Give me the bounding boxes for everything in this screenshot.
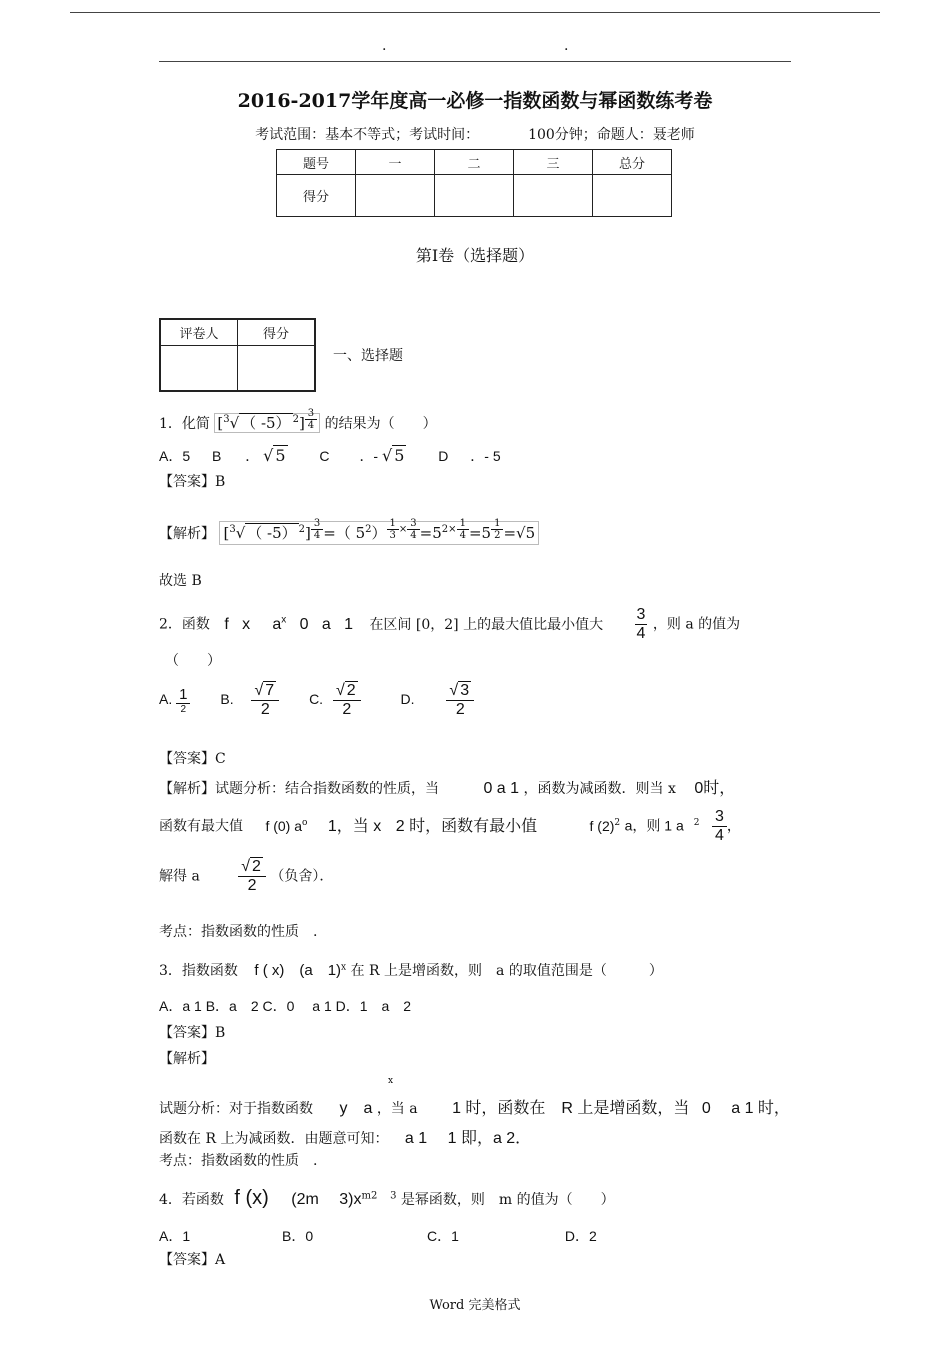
q1-option-b[interactable]: B (212, 448, 222, 464)
q1-answer: 【答案】B (159, 474, 226, 490)
exponent: 2 (365, 524, 372, 535)
exam-subtitle (0, 124, 950, 144)
frac-den: 2 (494, 530, 501, 541)
q4-stem (159, 1186, 615, 1210)
frac-den: 2 (180, 704, 187, 715)
base-five: 5 (481, 524, 492, 542)
score-cell[interactable] (593, 175, 672, 217)
frac-den: 4 (313, 530, 321, 541)
power-three: 3 (390, 1190, 397, 1202)
equals-sign: = (503, 524, 517, 542)
q2-analysis-text: 函数有最大值 (159, 818, 243, 835)
q2-analysis-math: 0时， (694, 780, 736, 797)
q1-sqrt5-b: √ 5 (263, 446, 286, 465)
q2-analysis-text: （负舍）． (270, 868, 334, 885)
exponent: 2 (292, 414, 299, 425)
q1-sqrt5-c: √ 5 (382, 446, 405, 465)
q1-analysis-expression: [$^3$√ （ -5） $^2$] $^{\frac{3}{4}}$ =（ $5^2$） $^{\frac{1}{3} \times \frac{3}{4}}$ $=5^{2\times \frac{1}{4}}$ =5 $^{\frac{1}{2}}$ =√5 (219, 521, 539, 545)
q2-analysis-line2: 函数有最大值 f (0) $a^o$ 1，当 x 2 时，函数有最小值 f $(2)^2$ a，则 1 a $^2$ $\frac{3}{4}$ ， (159, 808, 741, 844)
q2-stem (159, 606, 740, 643)
grader-header-cell: 得分 (238, 319, 316, 345)
frac-num: 1 (457, 518, 469, 530)
q3-function: f ( x) (a 1) (254, 962, 342, 979)
equals-sign: = (323, 524, 336, 542)
q4-option-c[interactable]: C．1 (427, 1228, 459, 1244)
q2-analysis-math: 0 a 1 (483, 780, 520, 797)
q4-function: f (x) (234, 1187, 269, 1209)
header-rule (159, 61, 791, 62)
q1-options (159, 446, 501, 466)
power-m2: m2 (361, 1190, 378, 1202)
q2-fraction (634, 606, 649, 643)
q4-function-body: (2m 3)x (291, 1191, 362, 1208)
base-five: 5 (432, 524, 442, 542)
q1-stem (159, 408, 437, 433)
q2-paren: （ ） (165, 653, 221, 669)
root-index: 3 (223, 414, 230, 425)
q2-stem-mid: 在区间 [0，2] 上的最大值比最小值大 (369, 616, 604, 633)
radicand: （ -5） (241, 414, 291, 432)
five-squared: （ 5 (335, 524, 366, 542)
grader-cell[interactable] (238, 345, 316, 391)
q2-option-d[interactable]: D. (400, 691, 415, 708)
q2-function: f x $a^x$ 0 a 1 (224, 614, 353, 633)
q4-answer: 【答案】A (159, 1252, 226, 1268)
score-table (276, 149, 672, 217)
exponent: 2 (441, 524, 449, 535)
score-row-label: 得分 (277, 175, 356, 217)
q2-option-a[interactable]: A. (159, 691, 173, 708)
frac-den: 4 (636, 625, 646, 642)
q2-analysis-math: f (2) (589, 817, 615, 834)
q3-analysis-text: 试题分析：对于指数函数 (159, 1101, 313, 1117)
section-title: 一、选择题 (333, 348, 403, 364)
score-cell[interactable] (356, 175, 435, 217)
q4-options (159, 1226, 597, 1246)
q3-analysis-math: 0 a 1 时， (701, 1100, 790, 1117)
q1-stem-post: 的结果为（ ） (324, 416, 437, 432)
score-header-cell: 总分 (593, 150, 672, 175)
score-cell[interactable] (435, 175, 514, 217)
q4-option-d[interactable]: D．2 (564, 1228, 597, 1244)
q2-answer: 【答案】C (159, 751, 226, 767)
frac-num: 3 (407, 518, 419, 530)
q4-stem-post: 是幂函数，则 m 的值为（ ） (400, 1192, 615, 1208)
q2-analysis-line3 (159, 858, 333, 895)
q2-analysis-text: 解得 a (159, 868, 200, 885)
q1-analysis-label: 【解析】 (159, 526, 215, 542)
exam-time: 100分钟；命题人：聂老师 (528, 127, 695, 143)
frac-num: 1 (387, 518, 399, 530)
frac-num: 3 (712, 808, 727, 827)
q3-answer: 【答案】B (159, 1025, 226, 1041)
q2-analysis-math: f (0) a (265, 817, 303, 834)
frac-den: 4 (459, 530, 466, 541)
frac-num: 3 (311, 518, 323, 530)
q2-kaodian: 考点：指数函数的性质 . (159, 924, 318, 940)
q3-analysis-text: 函数在 R 上为减函数．由题意可知： (159, 1131, 389, 1147)
q2-analysis-math: 2 时，函数有最小值 (395, 817, 538, 835)
frac-den: 2 (455, 701, 465, 718)
q1-option-c[interactable]: C (319, 448, 330, 464)
score-header-cell: 一 (356, 150, 435, 175)
q3-stem (159, 959, 663, 980)
power-two: 2 (614, 817, 621, 828)
grader-header-cell: 评卷人 (160, 319, 238, 345)
score-header-cell: 题号 (277, 150, 356, 175)
q4-option-a[interactable]: A．1 (159, 1228, 191, 1244)
score-cell[interactable] (514, 175, 593, 217)
frac-den: 3 (389, 530, 396, 541)
frac-num: 1 (491, 518, 503, 530)
sqrt-radicand: 2 (346, 682, 356, 699)
q4-option-b[interactable]: B．0 (282, 1228, 314, 1244)
q3-kaodian: 考点：指数函数的性质 . (159, 1153, 318, 1169)
sqrt-radicand: 7 (265, 682, 275, 699)
header-dot-right: . (564, 38, 569, 54)
q3-analysis-line2 (159, 1125, 531, 1148)
power-zero: o (302, 817, 308, 828)
power-x: x (341, 962, 347, 973)
q2-analysis-text: ，函数为减函数．则当 x (523, 781, 676, 797)
score-header-cell: 三 (514, 150, 593, 175)
frac-den: 2 (247, 877, 257, 894)
q1-expression: [$^3$√ （ -5） $^2$] $^{\frac{3}{4}}$ (214, 413, 320, 433)
page-footer: Word 完美格式 (429, 1298, 521, 1313)
root-index: 3 (229, 524, 236, 535)
frac-den: 4 (714, 827, 724, 844)
times-sign: × (398, 524, 408, 535)
q3-options[interactable]: A．a 1 B．a 2 C．0 a 1 D．1 a 2 (159, 998, 412, 1014)
grader-cell[interactable] (160, 345, 238, 391)
q1-stem-pre: 1．化简 (159, 416, 210, 432)
sqrt-radicand: 2 (252, 858, 261, 875)
top-rule (70, 12, 880, 13)
score-header-cell: 二 (435, 150, 514, 175)
grader-table (159, 318, 316, 392)
q1-option-d[interactable]: D (438, 448, 449, 464)
exam-scope: 考试范围：基本不等式；考试时间： (255, 127, 480, 143)
q2-option-c[interactable]: C. (309, 691, 324, 708)
q2-analysis-math: 1，当 x (327, 817, 382, 835)
q1-option-b-dot: ． (245, 448, 260, 464)
times-sign: × (448, 524, 457, 535)
power-x: x (281, 614, 287, 626)
q1-analysis (159, 518, 539, 543)
q3-analysis-text: 1 时，函数在 R 上是增函数，当 (452, 1100, 690, 1117)
q2-analysis-fraction (712, 808, 727, 845)
frac-den: 2 (342, 701, 352, 718)
q3-analysis-math: a 1 1 即，a 2． (404, 1130, 532, 1147)
q3-stem-post: 在 R 上是增函数，则 a 的取值范围是（ ） (350, 963, 663, 979)
equals-sign: = (468, 524, 482, 542)
q2-stem-pre: 2．函数 (159, 616, 210, 633)
q2-analysis-result: $\frac{√ 2}{2}$ (238, 858, 266, 895)
power-x: x (388, 1076, 394, 1086)
q2-option-a-value (176, 686, 190, 715)
sqrt-radicand: 3 (460, 682, 470, 699)
frac-den: 4 (410, 530, 417, 541)
q2-option-b-value: $\frac{√ 7}{2}$ (251, 682, 279, 719)
frac-den: 2 (260, 701, 270, 718)
equals-sign: = (419, 524, 433, 542)
q3-analysis-math: y a (339, 1100, 373, 1117)
header-dot-left: . (382, 38, 387, 54)
sqrt-radicand: 5 (275, 446, 286, 465)
exam-title: 2016-2017学年度高一必修一指数函数与幂函数练考卷 (237, 90, 713, 112)
q2-options (159, 682, 474, 719)
power-two: 2 (693, 817, 700, 828)
q2-analysis-text: 【解析】试题分析：结合指数函数的性质，当 (159, 781, 439, 797)
sqrt-radicand: 5 (394, 446, 405, 465)
exponent: 2 (298, 524, 306, 535)
q2-stem-post: ，则 a 的值为 (652, 616, 741, 633)
q3-analysis-text: ，当 a (376, 1101, 418, 1117)
radicand: （ -5） (247, 524, 297, 542)
q2-option-b[interactable]: B. (220, 691, 234, 708)
sqrt-five: √5 (516, 524, 536, 542)
q3-analysis-label: 【解析】 (159, 1051, 215, 1067)
q1-option-c-dot: ．- (359, 448, 379, 464)
frac-num: 1 (176, 686, 190, 704)
q2-option-c-value: $\frac{√ 2}{2}$ (333, 682, 361, 719)
q2-option-d-value: $\frac{√ 3}{2}$ (446, 682, 474, 719)
q4-stem-pre: 4．若函数 (159, 1192, 224, 1208)
q1-option-a[interactable]: A．5 (159, 448, 191, 464)
q2-analysis-line1 (159, 775, 735, 798)
frac-num: 3 (636, 606, 646, 623)
q3-stem-pre: 3．指数函数 (159, 963, 238, 979)
frac-num: 3 (305, 408, 317, 420)
q1-conclusion: 故选 B (159, 573, 202, 589)
q2-analysis-math: a，则 1 a (624, 817, 684, 834)
frac-den: 4 (307, 420, 315, 431)
part-title: 第I卷（选择题） (415, 246, 535, 265)
q1-option-d-dot: ．- 5 (470, 448, 501, 464)
q3-analysis-line1 (159, 1095, 790, 1118)
